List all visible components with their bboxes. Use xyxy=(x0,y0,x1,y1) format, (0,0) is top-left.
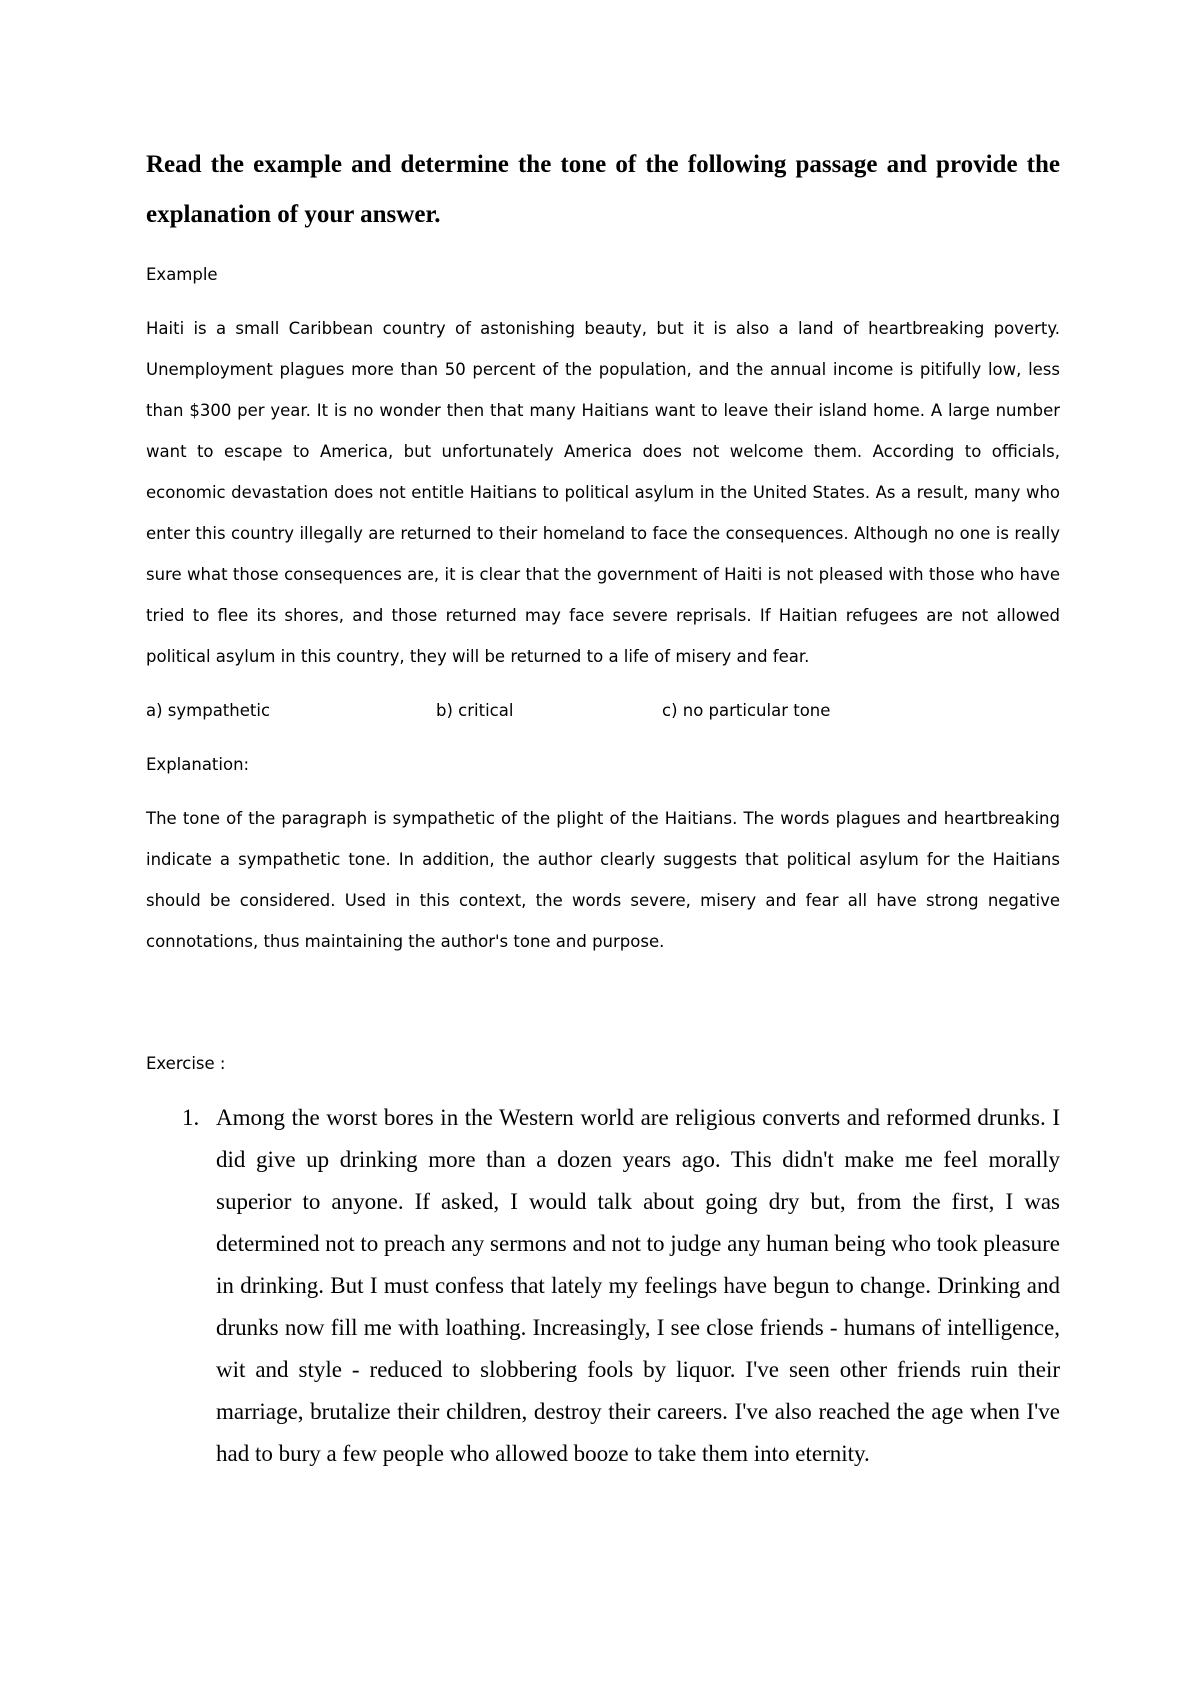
explanation-label: Explanation: xyxy=(146,755,250,774)
example-label: Example xyxy=(146,265,218,284)
exercise-list xyxy=(146,1097,1060,1475)
exercise-item-number: 1. xyxy=(182,1105,200,1130)
document-page xyxy=(146,140,1060,1475)
option-b: b) critical xyxy=(436,701,514,720)
section-spacer xyxy=(146,975,1060,1043)
answer-options xyxy=(146,690,1060,731)
instructions-heading: Read the example and determine the tone of the following passage and provide the explanation of your answer. xyxy=(146,151,1060,228)
exercise-label: Exercise : xyxy=(146,1054,226,1073)
exercise-item-text: Among the worst bores in the Western world are religious converts and reformed drunks. I did give up drinking more than a dozen years ago. This didn't make me feel morally superior to anyone. If asked, I would talk about going dry but, from the first, I was determined not to preach any sermons and not to judge any human being who took pleasure in drinking. But I must confess that lately my feelings have begun to change. Drinking and drunks now fill me with loathing. Increasingly, I see close friends - humans of intelligence, wit and style - reduced to slobbering fools by liquor. I've seen other friends ruin their marriage, brutalize their children, destroy their careers. I've also reached the age when I've had to bury a few people who allowed booze to take them into eternity. xyxy=(216,1105,1060,1466)
example-passage: Haiti is a small Caribbean country of astonishing beauty, but it is also a land of heartbreaking poverty. Unemployment plagues more than 50 percent of the population, and the annual income is pitifully low, less than $300 per year. It is no wonder then that many Haitians want to leave their island home. A large number want to escape to America, but unfortunately America does not welcome them. According to officials, economic devastation does not entitle Haitians to political asylum in the United States. As a result, many who enter this country illegally are returned to their homeland to face the consequences. Although no one is really sure what those consequences are, it is clear that the government of Haiti is not pleased with those who have tried to flee its shores, and those returned may face severe reprisals. If Haitian refugees are not allowed political asylum in this country, they will be returned to a life of misery and fear. xyxy=(146,319,1060,666)
exercise-item xyxy=(146,1097,1060,1475)
explanation-text: The tone of the paragraph is sympathetic of the plight of the Haitians. The words plagues and heartbreaking indicate a sympathetic tone. In addition, the author clearly suggests that political asylum for the Haitians should be considered. Used in this context, the words severe, misery and fear all have strong negative connotations, thus maintaining the author's tone and purpose. xyxy=(146,809,1060,951)
option-c: c) no particular tone xyxy=(662,701,831,720)
option-a: a) sympathetic xyxy=(146,701,271,720)
